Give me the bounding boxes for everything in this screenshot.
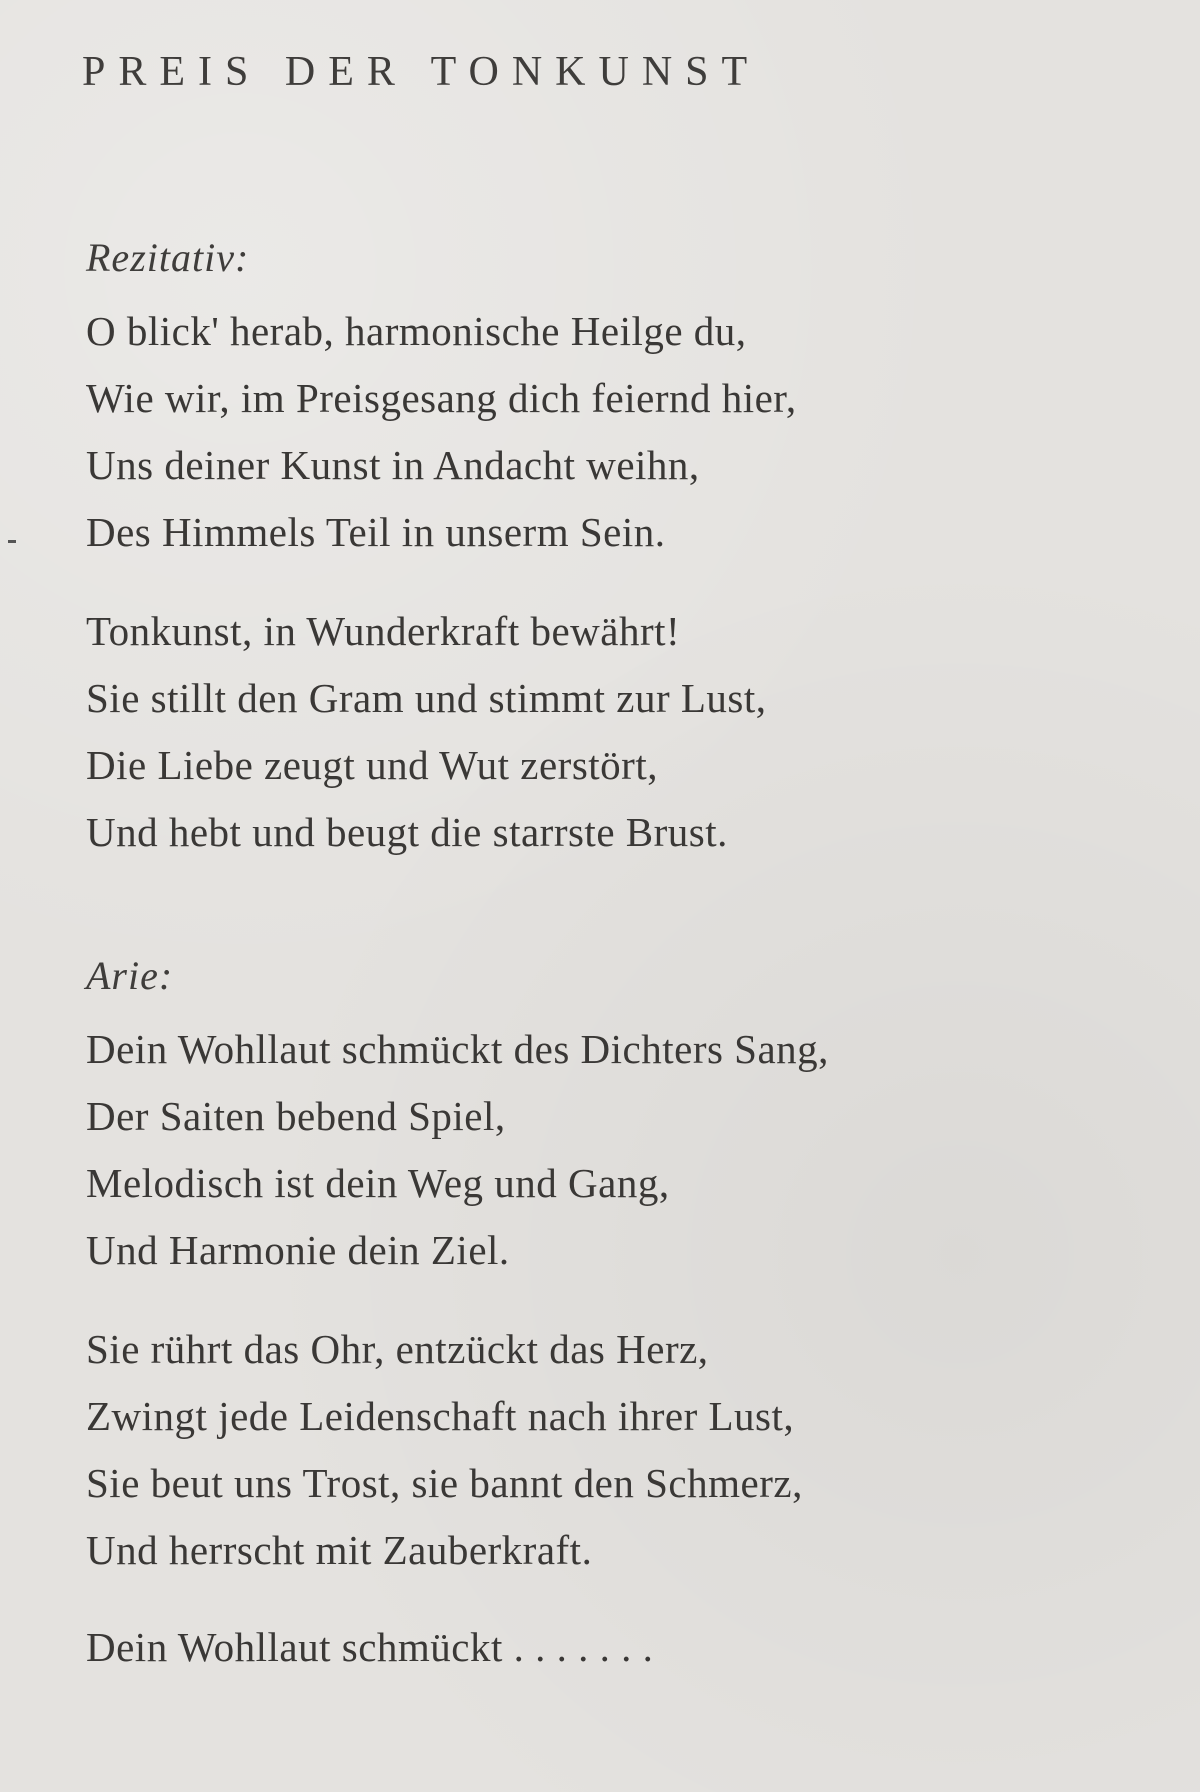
verse-line: O blick' herab, harmonische Heilge du, [86,308,747,354]
verse-line: Sie rührt das Ohr, entzückt das Herz, [86,1326,709,1372]
verse-line: Dein Wohllaut schmückt . . . . . . . [86,1624,654,1670]
verse-line: Wie wir, im Preisgesang dich feiernd hier, [86,375,797,421]
stanza-rezitativ-2 [86,598,767,866]
section-rezitativ [86,234,249,282]
section-label-arie: Arie: [86,953,174,998]
poem-title: PREIS DER TONKUNST [82,49,761,95]
verse-line: Sie beut uns Trost, sie bannt den Schmerz, [86,1460,803,1506]
verse-line: Des Himmels Teil in unserm Sein. [86,509,666,555]
verse-line: Und hebt und beugt die starrste Brust. [86,809,728,855]
stanza-rezitativ-1 [86,298,797,566]
stanza-arie-3 [86,1614,653,1681]
verse-line: Zwingt jede Leidenschaft nach ihrer Lust, [86,1393,795,1439]
verse-line: Sie stillt den Gram und stimmt zur Lust, [86,675,767,721]
verse-line: Der Saiten bebend Spiel, [86,1093,506,1139]
stanza-arie-1 [86,1016,829,1284]
section-label-rezitativ: Rezitativ: [86,235,250,280]
verse-line: Uns deiner Kunst in Andacht weihn, [86,442,700,488]
margin-mark [8,540,16,543]
verse-line: Melodisch ist dein Weg und Gang, [86,1160,670,1206]
verse-line: Tonkunst, in Wunderkraft bewährt! [86,608,681,654]
stanza-arie-2 [86,1316,803,1584]
verse-line: Und herrscht mit Zauberkraft. [86,1527,593,1573]
verse-line: Dein Wohllaut schmückt des Dichters Sang, [86,1026,829,1072]
verse-line: Und Harmonie dein Ziel. [86,1227,510,1273]
verse-line: Die Liebe zeugt und Wut zerstört, [86,742,658,788]
section-arie [86,952,173,1000]
